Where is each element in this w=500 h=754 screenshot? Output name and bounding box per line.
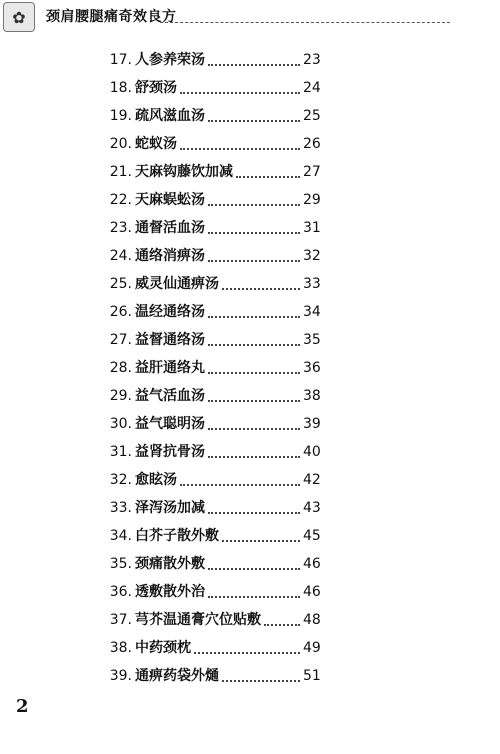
- toc-entry-title: 透敷散外治: [135, 584, 205, 600]
- toc-entry-number: 17.: [109, 52, 132, 68]
- toc-entry-title: 益督通络汤: [135, 332, 205, 348]
- toc-entry-page: 49: [303, 640, 321, 656]
- toc-entry-page: 29: [303, 192, 321, 208]
- toc-entry-title: 愈眩汤: [135, 472, 177, 488]
- toc-entry-page: 36: [303, 360, 321, 376]
- toc-entry-title: 舒颈汤: [135, 80, 177, 96]
- toc-entry: [0, 214, 500, 242]
- toc-entry: [0, 550, 500, 578]
- header-title: 颈肩腰腿痛奇效良方: [46, 9, 177, 25]
- dot-leader: [208, 344, 300, 346]
- toc-entry: [0, 606, 500, 634]
- toc-entry-page: 45: [303, 528, 321, 544]
- toc-entry-number: 39.: [109, 668, 132, 684]
- dot-leader: [208, 400, 300, 402]
- toc-entry-title: 益气活血汤: [135, 388, 205, 404]
- toc-entry-title: 颈痛散外敷: [135, 556, 205, 572]
- toc-entry: [0, 382, 500, 410]
- dot-leader: [208, 456, 300, 458]
- dot-leader: [194, 652, 300, 654]
- toc-entry-number: 33.: [109, 500, 132, 516]
- toc-entry-title: 益肾抗骨汤: [135, 444, 205, 460]
- toc-entry-title: 天麻蜈蚣汤: [135, 192, 205, 208]
- toc-entry-number: 25.: [109, 276, 132, 292]
- toc-entry-title: 通督活血汤: [135, 220, 205, 236]
- dot-leader: [222, 540, 300, 542]
- toc-entry-page: 34: [303, 304, 321, 320]
- toc-entry-number: 22.: [109, 192, 132, 208]
- dot-leader: [264, 624, 300, 626]
- toc-entry: [0, 130, 500, 158]
- toc-entry-page: 46: [303, 584, 321, 600]
- toc-entry-page: 39: [303, 416, 321, 432]
- toc-entry: [0, 522, 500, 550]
- toc-entry-title: 中药颈枕: [135, 640, 191, 656]
- toc-entry-number: 29.: [109, 388, 132, 404]
- toc-entry-number: 31.: [109, 444, 132, 460]
- toc-entry-page: 23: [303, 52, 321, 68]
- toc-entry-page: 40: [303, 444, 321, 460]
- toc-entry: [0, 634, 500, 662]
- toc-entry-title: 人参养荣汤: [135, 52, 205, 68]
- dot-leader: [208, 512, 300, 514]
- toc-entry: [0, 102, 500, 130]
- toc-entry-number: 23.: [109, 220, 132, 236]
- dot-leader: [208, 204, 300, 206]
- toc-entry-number: 18.: [109, 80, 132, 96]
- dot-leader: [208, 232, 300, 234]
- toc-entry-page: 48: [303, 612, 321, 628]
- toc-entry-page: 32: [303, 248, 321, 264]
- toc-entry-title: 威灵仙通痹汤: [135, 276, 219, 292]
- dot-leader: [222, 288, 300, 290]
- toc-entry-title: 通络消痹汤: [135, 248, 205, 264]
- toc-entry-number: 21.: [109, 164, 132, 180]
- toc-entry-title: 蛇蚁汤: [135, 136, 177, 152]
- toc-entry: [0, 270, 500, 298]
- ornament-medallion-icon: ✿: [3, 2, 35, 32]
- toc-entry-page: 25: [303, 108, 321, 124]
- toc-entry-title: 白芥子散外敷: [135, 528, 219, 544]
- dot-leader: [180, 92, 300, 94]
- toc-entry-number: 32.: [109, 472, 132, 488]
- toc-entry: [0, 662, 500, 690]
- toc-entry-number: 30.: [109, 416, 132, 432]
- toc-entry-number: 38.: [109, 640, 132, 656]
- toc-entry-number: 37.: [109, 612, 132, 628]
- toc-entry-title: 天麻钩藤饮加减: [135, 164, 233, 180]
- header-divider: [160, 22, 450, 23]
- toc-entry-page: 24: [303, 80, 321, 96]
- toc-entry: [0, 158, 500, 186]
- toc-entry: [0, 410, 500, 438]
- dot-leader: [180, 148, 300, 150]
- toc-entry: [0, 466, 500, 494]
- toc-entry-number: 20.: [109, 136, 132, 152]
- toc-entry-page: 33: [303, 276, 321, 292]
- toc-entry-page: 42: [303, 472, 321, 488]
- toc-entry: [0, 46, 500, 74]
- toc-entry-number: 35.: [109, 556, 132, 572]
- dot-leader: [222, 680, 300, 682]
- toc-entry-number: 19.: [109, 108, 132, 124]
- toc-entry: [0, 494, 500, 522]
- toc-entry: [0, 298, 500, 326]
- dot-leader: [208, 64, 300, 66]
- toc-entry-title: 芎芥温通膏穴位贴敷: [135, 612, 261, 628]
- toc-entry-page: 51: [303, 668, 321, 684]
- toc-entry-page: 38: [303, 388, 321, 404]
- toc-entry-number: 36.: [109, 584, 132, 600]
- dot-leader: [208, 316, 300, 318]
- toc-entry-page: 43: [303, 500, 321, 516]
- dot-leader: [208, 260, 300, 262]
- toc-entry: [0, 242, 500, 270]
- toc-entry: [0, 578, 500, 606]
- toc-entry-number: 28.: [109, 360, 132, 376]
- toc-entry: [0, 354, 500, 382]
- dot-leader: [208, 120, 300, 122]
- dot-leader: [236, 176, 300, 178]
- dot-leader: [208, 428, 300, 430]
- toc-entry: [0, 326, 500, 354]
- toc-entry-title: 温经通络汤: [135, 304, 205, 320]
- toc-entry-title: 通痹药袋外熥: [135, 668, 219, 684]
- toc-entry-page: 27: [303, 164, 321, 180]
- toc-entry-page: 26: [303, 136, 321, 152]
- toc-entry: [0, 186, 500, 214]
- toc-entry-title: 益气聪明汤: [135, 416, 205, 432]
- toc-entry-number: 34.: [109, 528, 132, 544]
- dot-leader: [208, 596, 300, 598]
- toc-entry-page: 46: [303, 556, 321, 572]
- dot-leader: [180, 484, 300, 486]
- toc-entry-title: 泽泻汤加减: [135, 500, 205, 516]
- dot-leader: [208, 568, 300, 570]
- page-number: 2: [16, 696, 29, 717]
- toc-entry-page: 35: [303, 332, 321, 348]
- toc-entry-number: 27.: [109, 332, 132, 348]
- toc-entry-page: 31: [303, 220, 321, 236]
- toc-entry-title: 益肝通络丸: [135, 360, 205, 376]
- toc-entry: [0, 74, 500, 102]
- running-header: [0, 0, 500, 32]
- toc-entry-number: 24.: [109, 248, 132, 264]
- toc-entry-number: 26.: [109, 304, 132, 320]
- toc-entry-title: 疏风滋血汤: [135, 108, 205, 124]
- toc-entry: [0, 438, 500, 466]
- dot-leader: [208, 372, 300, 374]
